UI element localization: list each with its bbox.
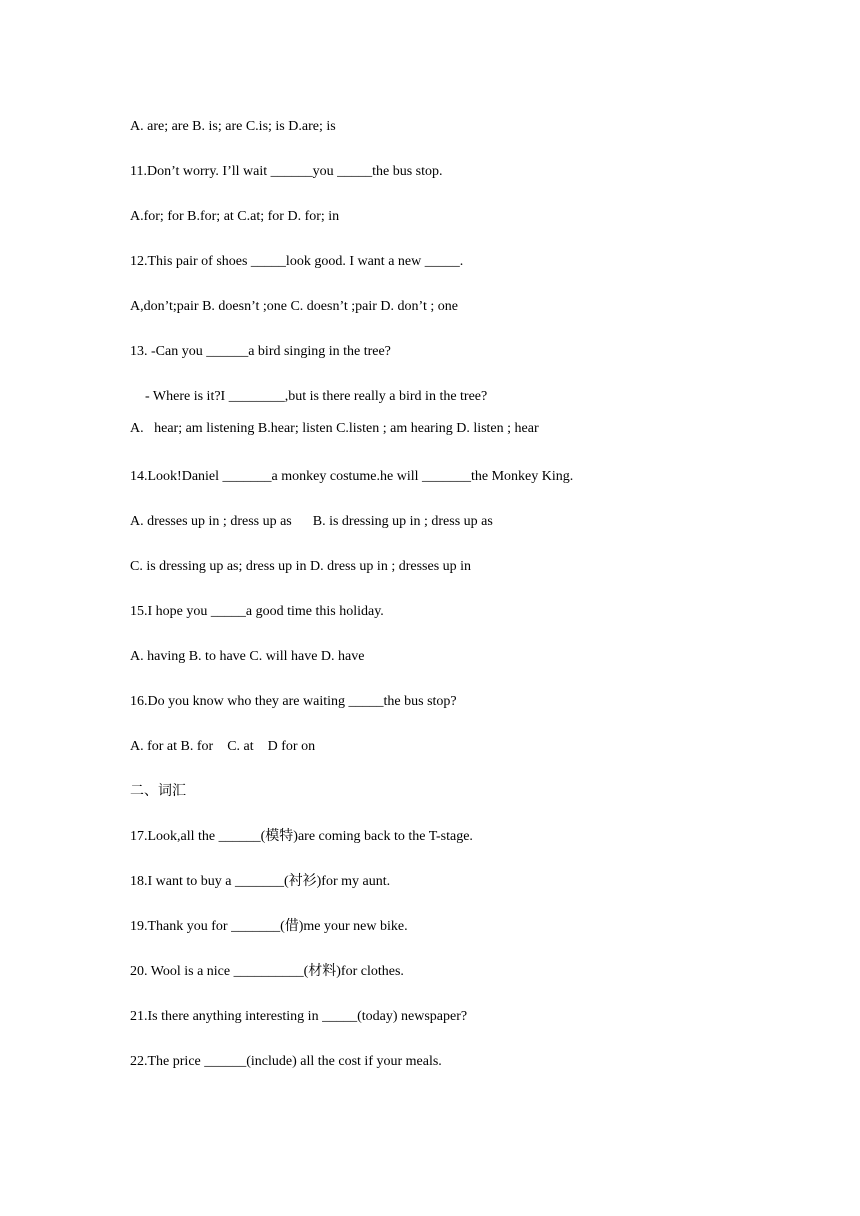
question-21: 21.Is there anything interesting in _____(today) newspaper? — [130, 1009, 468, 1024]
question-15: 15.I hope you _____a good time this holiday. — [130, 604, 384, 619]
section-heading-vocabulary: 二、词汇 — [130, 784, 186, 799]
question-19: 19.Thank you for _______(借)me your new bike. — [130, 919, 408, 934]
option-line-15: A. having B. to have C. will have D. have — [130, 649, 365, 664]
question-22: 22.The price ______(include) all the cost if your meals. — [130, 1054, 442, 1069]
option-line-10: A. are; are B. is; are C.is; is D.are; is — [130, 119, 336, 134]
question-17: 17.Look,all the ______(模特)are coming back to the T-stage. — [130, 829, 473, 844]
question-13: 13. -Can you ______a bird singing in the tree? — [130, 344, 391, 359]
question-12: 12.This pair of shoes _____look good. I want a new _____. — [130, 254, 464, 269]
option-line-12: A,don’t;pair B. doesn’t ;one C. doesn’t ;pair D. don’t ; one — [130, 299, 458, 314]
question-11: 11.Don’t worry. I’ll wait ______you _____the bus stop. — [130, 164, 443, 179]
question-14: 14.Look!Daniel _______a monkey costume.he will _______the Monkey King. — [130, 469, 574, 484]
question-13-reply: - Where is it?I ________,but is there really a bird in the tree? — [145, 389, 488, 404]
option-line-14b: C. is dressing up as; dress up in D. dress up in ; dresses up in — [130, 559, 472, 574]
question-18: 18.I want to buy a _______(衬衫)for my aunt. — [130, 874, 391, 889]
option-line-16: A. for at B. for C. at D for on — [130, 739, 316, 754]
option-line-14a: A. dresses up in ; dress up as B. is dressing up in ; dress up as — [130, 514, 493, 529]
question-16: 16.Do you know who they are waiting _____the bus stop? — [130, 694, 457, 709]
question-20: 20. Wool is a nice __________(材料)for clothes. — [130, 964, 404, 979]
option-line-13: A. hear; am listening B.hear; listen C.listen ; am hearing D. listen ; hear — [130, 421, 539, 436]
option-line-11: A.for; for B.for; at C.at; for D. for; in — [130, 209, 340, 224]
